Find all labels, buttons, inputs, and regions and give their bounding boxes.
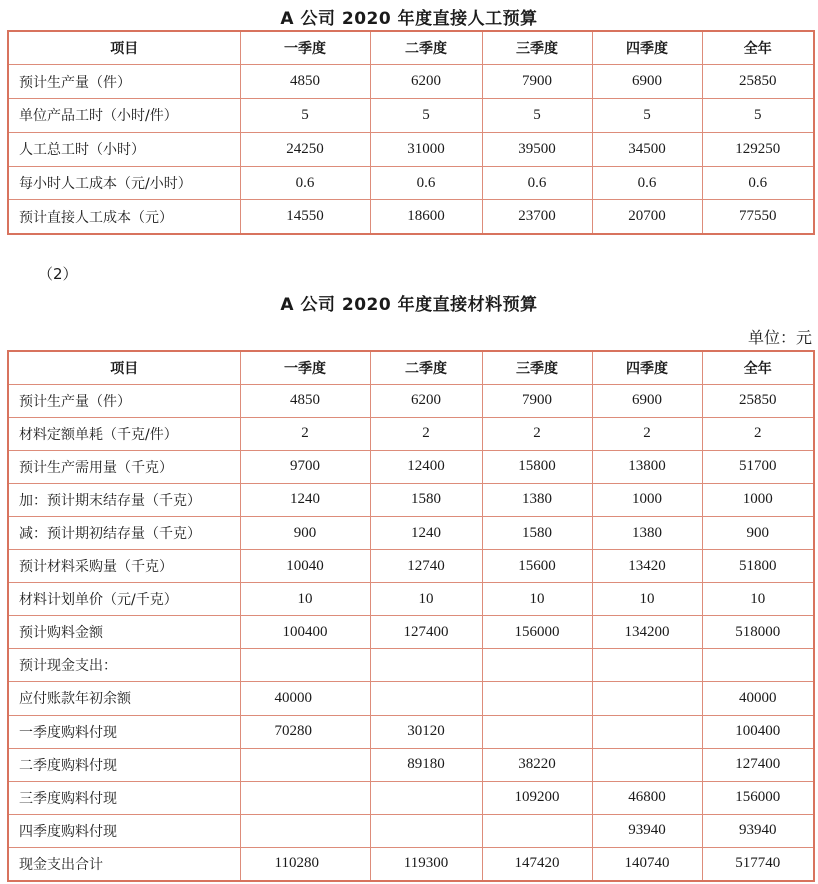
- row-label-cell: 加：预计期末结存量（千克）: [8, 483, 240, 516]
- table-row: [8, 583, 814, 616]
- value-cell-q4: 46800: [592, 781, 702, 814]
- row-label-cell: 材料计划单价（元/千克）: [8, 583, 240, 616]
- value-cell-year: 10: [702, 583, 814, 616]
- value-cell-q2: 12740: [370, 550, 482, 583]
- value-cell-q1: 100400: [240, 616, 370, 649]
- value-cell-q3: 109200: [482, 781, 592, 814]
- row-label-cell: 人工总工时（小时）: [8, 132, 240, 166]
- value-cell-q2: 1240: [370, 516, 482, 549]
- value-cell-q2: 1580: [370, 483, 482, 516]
- header-year: 全年: [702, 31, 814, 65]
- header-q1: 一季度: [240, 351, 370, 384]
- value-cell-q1: 4850: [240, 384, 370, 417]
- unit-label: 单位：元: [747, 328, 812, 347]
- value-cell-q3: 147420: [482, 847, 592, 880]
- table-row: [8, 516, 814, 549]
- value-cell-q4: 2: [592, 417, 702, 450]
- value-cell-q4: 93940: [592, 814, 702, 847]
- value-cell-q4: 20700: [592, 200, 702, 234]
- value-cell-q4: 0.6: [592, 166, 702, 200]
- value-cell-q3: 23700: [482, 200, 592, 234]
- value-cell-q2: 89180: [370, 748, 482, 781]
- value-cell-q1: 1240: [240, 483, 370, 516]
- value-cell-year: [702, 649, 814, 682]
- value-cell-q2: [370, 682, 482, 715]
- value-cell-q2: 2: [370, 417, 482, 450]
- value-cell-year: 2: [702, 417, 814, 450]
- value-cell-q1: [240, 649, 370, 682]
- value-cell-q2: 119300: [370, 847, 482, 880]
- value-cell-q3: [482, 682, 592, 715]
- value-cell-q1: 70280: [240, 715, 370, 748]
- value-cell-q3: 38220: [482, 748, 592, 781]
- value-cell-q3: [482, 814, 592, 847]
- value-cell-year: 156000: [702, 781, 814, 814]
- value-cell-year: 127400: [702, 748, 814, 781]
- table-row: [8, 748, 814, 781]
- value-cell-year: 518000: [702, 616, 814, 649]
- header-q3: 三季度: [482, 31, 592, 65]
- row-label-cell: 每小时人工成本（元/小时）: [8, 166, 240, 200]
- value-cell-year: 40000: [702, 682, 814, 715]
- value-cell-year: 77550: [702, 200, 814, 234]
- value-cell-q2: [370, 814, 482, 847]
- value-cell-year: 900: [702, 516, 814, 549]
- value-cell-q1: 5: [240, 99, 370, 133]
- value-cell-q3: 1380: [482, 483, 592, 516]
- value-cell-q1: [240, 814, 370, 847]
- value-cell-q2: 6200: [370, 65, 482, 99]
- header-q4: 四季度: [592, 351, 702, 384]
- value-cell-year: 517740: [702, 847, 814, 880]
- table-row: [8, 550, 814, 583]
- row-label-cell: 材料定额单耗（千克/件）: [8, 417, 240, 450]
- material-budget-title: A 公司 2020 年度直接材料预算: [280, 295, 538, 315]
- value-cell-q2: 10: [370, 583, 482, 616]
- value-cell-q4: 1380: [592, 516, 702, 549]
- value-cell-q2: 31000: [370, 132, 482, 166]
- row-label-cell: 减：预计期初结存量（千克）: [8, 516, 240, 549]
- row-label-cell: 预计现金支出：: [8, 649, 240, 682]
- table-row: [8, 166, 814, 200]
- value-cell-q4: 34500: [592, 132, 702, 166]
- row-label-cell: 应付账款年初余额: [8, 682, 240, 715]
- table-row: [8, 450, 814, 483]
- header-q2: 二季度: [370, 351, 482, 384]
- value-cell-q3: 7900: [482, 384, 592, 417]
- value-cell-q3: [482, 715, 592, 748]
- value-cell-year: 1000: [702, 483, 814, 516]
- value-cell-q2: 127400: [370, 616, 482, 649]
- header-year: 全年: [702, 351, 814, 384]
- table-header-row: [8, 31, 814, 65]
- value-cell-q2: 12400: [370, 450, 482, 483]
- value-cell-q4: [592, 682, 702, 715]
- value-cell-year: 5: [702, 99, 814, 133]
- value-cell-q1: 0.6: [240, 166, 370, 200]
- table-row: [8, 384, 814, 417]
- value-cell-q2: 6200: [370, 384, 482, 417]
- table-row: [8, 132, 814, 166]
- value-cell-q3: [482, 649, 592, 682]
- labor-budget-title: A 公司 2020 年度直接人工预算: [280, 9, 538, 29]
- value-cell-q3: 156000: [482, 616, 592, 649]
- row-label-cell: 预计生产量（件）: [8, 65, 240, 99]
- value-cell-q2: [370, 781, 482, 814]
- value-cell-q3: 2: [482, 417, 592, 450]
- row-label-cell: 现金支出合计: [8, 847, 240, 880]
- row-label-cell: 预计生产需用量（千克）: [8, 450, 240, 483]
- value-cell-q3: 15600: [482, 550, 592, 583]
- row-label-cell: 预计材料采购量（千克）: [8, 550, 240, 583]
- value-cell-q3: 39500: [482, 132, 592, 166]
- header-q2: 二季度: [370, 31, 482, 65]
- value-cell-q4: 13420: [592, 550, 702, 583]
- value-cell-q2: 18600: [370, 200, 482, 234]
- value-cell-q4: 134200: [592, 616, 702, 649]
- row-label-cell: 单位产品工时（小时/件）: [8, 99, 240, 133]
- value-cell-q2: 0.6: [370, 166, 482, 200]
- table-row: [8, 814, 814, 847]
- value-cell-q4: 140740: [592, 847, 702, 880]
- value-cell-q3: 1580: [482, 516, 592, 549]
- header-item: 项目: [8, 351, 240, 384]
- table-row: [8, 65, 814, 99]
- value-cell-q1: 110280: [240, 847, 370, 880]
- value-cell-q3: 15800: [482, 450, 592, 483]
- header-q4: 四季度: [592, 31, 702, 65]
- value-cell-year: 93940: [702, 814, 814, 847]
- value-cell-q1: [240, 781, 370, 814]
- value-cell-q4: [592, 715, 702, 748]
- row-label-cell: 四季度购料付现: [8, 814, 240, 847]
- value-cell-q1: 14550: [240, 200, 370, 234]
- value-cell-q1: 900: [240, 516, 370, 549]
- table-row: [8, 682, 814, 715]
- value-cell-year: 51800: [702, 550, 814, 583]
- value-cell-q3: 10: [482, 583, 592, 616]
- table-row: [8, 200, 814, 234]
- table-row: [8, 649, 814, 682]
- header-q1: 一季度: [240, 31, 370, 65]
- value-cell-q3: 7900: [482, 65, 592, 99]
- value-cell-q1: 24250: [240, 132, 370, 166]
- row-label-cell: 一季度购料付现: [8, 715, 240, 748]
- table-row: [8, 417, 814, 450]
- value-cell-q1: [240, 748, 370, 781]
- table-row: [8, 781, 814, 814]
- row-label-cell: 三季度购料付现: [8, 781, 240, 814]
- value-cell-q2: 30120: [370, 715, 482, 748]
- value-cell-year: 129250: [702, 132, 814, 166]
- labor-budget-table: [7, 30, 815, 235]
- value-cell-year: 51700: [702, 450, 814, 483]
- row-label-cell: 预计生产量（件）: [8, 384, 240, 417]
- row-label-cell: 二季度购料付现: [8, 748, 240, 781]
- value-cell-q1: 2: [240, 417, 370, 450]
- value-cell-q2: [370, 649, 482, 682]
- table-row: [8, 99, 814, 133]
- value-cell-q4: [592, 649, 702, 682]
- table-row: [8, 715, 814, 748]
- row-label-cell: 预计直接人工成本（元）: [8, 200, 240, 234]
- value-cell-year: 0.6: [702, 166, 814, 200]
- section-label: （2）: [38, 265, 78, 283]
- table-row: [8, 483, 814, 516]
- value-cell-q4: 1000: [592, 483, 702, 516]
- value-cell-q1: 4850: [240, 65, 370, 99]
- table-row: [8, 616, 814, 649]
- value-cell-q4: 6900: [592, 65, 702, 99]
- value-cell-year: 25850: [702, 384, 814, 417]
- table-header-row: [8, 351, 814, 384]
- table-row: [8, 847, 814, 880]
- header-item: 项目: [8, 31, 240, 65]
- row-label-cell: 预计购料金额: [8, 616, 240, 649]
- value-cell-year: 25850: [702, 65, 814, 99]
- value-cell-q1: 40000: [240, 682, 370, 715]
- value-cell-q1: 10: [240, 583, 370, 616]
- value-cell-q4: [592, 748, 702, 781]
- value-cell-q4: 5: [592, 99, 702, 133]
- value-cell-q4: 6900: [592, 384, 702, 417]
- value-cell-q3: 0.6: [482, 166, 592, 200]
- value-cell-q1: 10040: [240, 550, 370, 583]
- value-cell-q2: 5: [370, 99, 482, 133]
- value-cell-q3: 5: [482, 99, 592, 133]
- value-cell-q4: 13800: [592, 450, 702, 483]
- material-budget-table: [7, 350, 815, 882]
- value-cell-q4: 10: [592, 583, 702, 616]
- header-q3: 三季度: [482, 351, 592, 384]
- value-cell-year: 100400: [702, 715, 814, 748]
- value-cell-q1: 9700: [240, 450, 370, 483]
